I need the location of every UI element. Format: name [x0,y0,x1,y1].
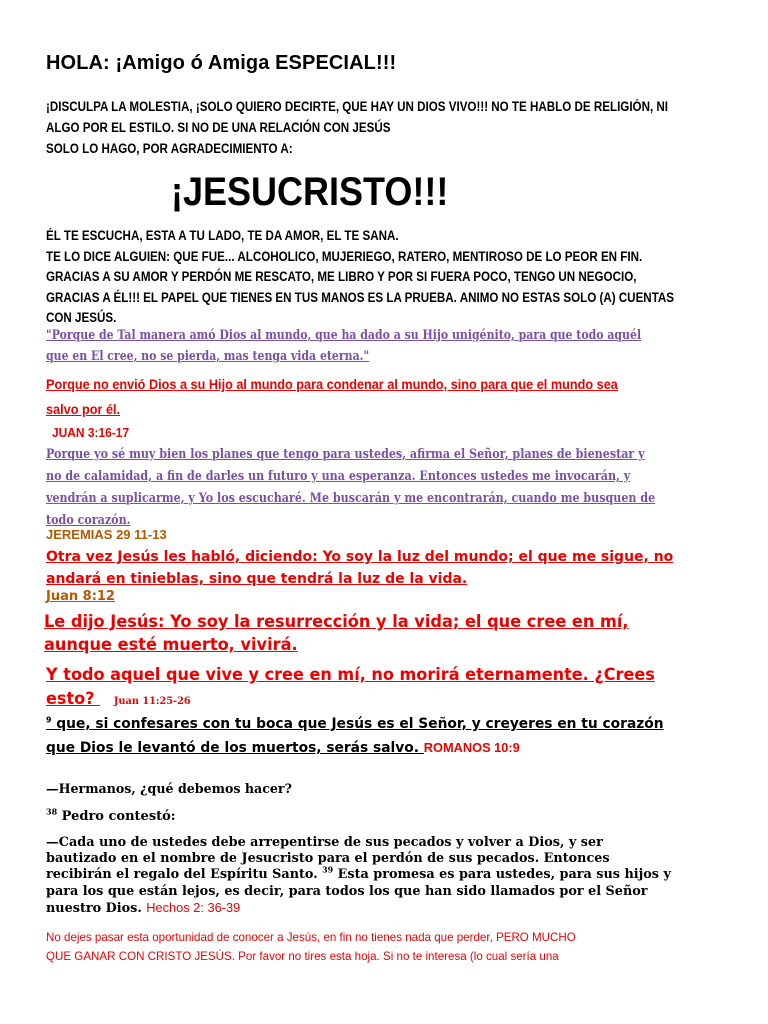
verse-line-with-ref [46,687,655,714]
verse-line: —Cada uno de ustedes debe arrepentirse de sus pecados y volver a Dios, y ser [46,835,603,850]
verse-line: salvo por él. [46,402,121,417]
verse-line [46,713,664,736]
verse-text: que Dios le levantó de los muertos, serás salvo. [46,740,424,756]
intro-line: SOLO LO HAGO, POR AGRADECIMIENTO A: [46,141,293,156]
closing-line: No dejes pasar esta oportunidad de conocer a Jesús, en fin no tienes nada que perder, PERO MUCHO [46,930,576,944]
verse-line: vendrán a suplicarme, y Yo los escucharé. Me buscarán y me encontrarán, cuando me busquen de [46,491,656,506]
verse-text: nuestro Dios. [46,900,147,916]
acts-body [46,835,671,917]
acts-question: —Hermanos, ¿qué debemos hacer? [46,782,292,797]
testimony-line: GRACIAS A ÉL!!! EL PAPEL QUE TIENES EN TUS MANOS ES LA PRUEBA. ANIMO NO ESTAS SOLO (A) CUENTAS [46,289,675,305]
testimony-line: CON JESÚS. [46,310,117,325]
john-3-16-verse [46,325,641,367]
verse-line-with-ref [46,736,664,760]
verse-number: 38 [46,806,58,817]
john-11-25-verse [44,610,629,656]
verse-line: "Porque de Tal manera amó Dios al mundo, que ha dado a su Hijo unigénito, para que todo aquél [46,328,642,343]
verse-line: que en El cree, no se pierda, mas tenga vida eterna." [46,349,370,364]
testimony-line: TE LO DICE ALGUIEN: QUE FUE... ALCOHOLICO, MUJERIEGO, RATERO, MENTIROSO DE LO PEOR EN FIN. [46,248,643,264]
verse-number: 9 [46,715,52,725]
verse-line: Y todo aquel que vive y cree en mí, no morirá eternamente. ¿Crees [46,665,655,684]
verse-line: aunque esté muerto, vivirá. [44,635,298,654]
verse-text: esto? [46,689,101,708]
verse-line: para los que están lejos, es decir, para todos los que han sido llamados por el Señor [46,883,648,899]
verse-line: bautizado en el nombre de Jesucristo para el perdón de sus pecados. Entonces [46,851,610,867]
acts-peter-line [46,806,176,824]
intro-line: ALGO POR EL ESTILO. SI NO DE UNA RELACIÓN CON JESÚS [46,120,391,135]
greeting-title: HOLA: ¡Amigo ó Amiga ESPECIAL!!! [46,52,397,74]
john-11-26-verse [46,663,655,714]
verse-number: 39 [322,865,334,876]
romans-reference: ROMANOS 10:9 [423,740,520,755]
verse-text: recibirán el regalo del Espíritu Santo. [46,867,323,883]
closing-paragraph [46,928,576,966]
verse-line: andará en tinieblas, sino que tendrá la luz de la vida. [46,571,468,587]
verse-line: Otra vez Jesús les habló, diciendo: Yo soy la luz del mundo; el que me sigue, no [46,549,674,565]
verse-text: Esta promesa es para ustedes, para sus hijos y [333,867,671,883]
verse-text: Pedro contestó: [57,809,176,824]
testimony-line: GRACIAS A SU AMOR Y PERDÓN ME RESCATO, ME LIBRO Y POR SI FUERA POCO, TENGO UN NEGOCIO, [46,269,637,284]
john-3-17-verse [46,372,618,422]
closing-line: QUE GANAR CON CRISTO JESÚS. Por favor no tires esta hoja. Si no te interesa (lo cual sería una [46,949,559,963]
john-8-12-reference: Juan 8:12 [46,589,115,604]
testimony-line: ÉL TE ESCUCHA, ESTA A TU LADO, TE DA AMOR, EL TE SANA. [46,228,399,243]
verse-text: que, si confesares con tu boca que Jesús es el Señor, y creyeres en tu corazón [51,716,664,732]
verse-line: todo corazón. [46,513,131,528]
testimony-paragraph [46,226,674,329]
acts-reference: Hechos 2: 36-39 [146,899,241,915]
verse-line: no de calamidad, a fin de darles un futuro y una esperanza. Entonces ustedes me invocarán, y [46,469,631,484]
verse-line-with-ref [46,900,671,917]
verse-line [46,867,671,883]
john-reference: JUAN 3:16-17 [52,425,130,440]
intro-paragraph [46,96,668,159]
jeremiah-reference: JEREMIAS 29 11-13 [46,527,167,542]
verse-line: Porque no envió Dios a su Hijo al mundo para condenar al mundo, sino para que el mundo sea [46,377,618,392]
verse-line: Porque yo sé muy bien los planes que tengo para ustedes, afirma el Señor, planes de bienestar y [46,447,645,462]
john-11-25-reference: Juan 11:25-26 [113,696,191,707]
jeremiah-verse [46,444,655,532]
romans-verse [46,713,664,760]
jesucristo-heading: ¡JESUCRISTO!!! [171,170,449,214]
verse-line: Le dijo Jesús: Yo soy la resurrección y la vida; el que cree en mí, [44,612,629,631]
john-8-12-verse [46,546,673,590]
intro-line: ¡DISCULPA LA MOLESTIA, ¡SOLO QUIERO DECIRTE, QUE HAY UN DIOS VIVO!!! NO TE HABLO DE RELIGIÓN, NI [46,99,669,114]
